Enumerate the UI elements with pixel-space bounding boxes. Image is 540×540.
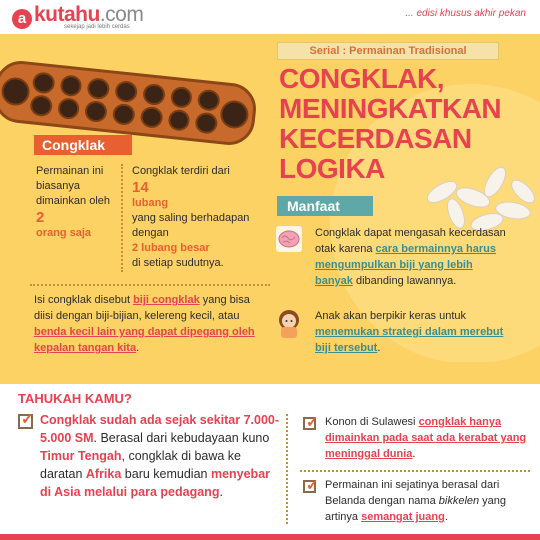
text-run: . — [377, 342, 381, 354]
header — [0, 0, 540, 34]
section-divider — [30, 284, 270, 286]
text-run: yang bisa diisi dengan biji-bijian, kelereng kecil, atau — [34, 294, 250, 322]
section-divider — [286, 414, 288, 524]
highlight-text: Afrika — [85, 467, 122, 481]
text-run: Konon di Sulawesi — [325, 416, 419, 428]
board-store — [219, 99, 250, 130]
board-pits — [29, 71, 221, 134]
text-run: . — [444, 511, 448, 523]
big-holes: 2 lubang besar — [132, 242, 210, 254]
text-run: Congklak dapat mengasah kecerdasan otak karena — [315, 227, 506, 255]
holes-end: di setiap sudutnya. — [132, 257, 224, 269]
board-store — [0, 76, 31, 107]
logo-badge: a — [12, 9, 32, 29]
section-divider — [300, 470, 530, 472]
text-run: . — [412, 448, 416, 460]
players-text: Permainan ini biasanya dimainkan oleh — [36, 165, 110, 207]
did-you-know-heading: TAHUKAH KAMU? — [18, 391, 132, 406]
highlight-text: biji congklak — [133, 294, 200, 306]
section-divider — [121, 164, 123, 272]
text-run: dibanding lawannya. — [352, 275, 457, 287]
title-line: MENINGKATKAN — [279, 93, 502, 124]
text-run: . — [136, 342, 140, 354]
text-run: yang artinya — [325, 495, 507, 523]
players-number: 2 — [36, 209, 45, 226]
brain-icon — [276, 226, 302, 252]
logo-text: kutahu — [34, 3, 100, 26]
title-line: LOGIKA — [279, 153, 385, 184]
highlight-text: benda kecil lain yang dapat dipegang oleh kepalan tangan kita — [34, 326, 255, 354]
title-line: KECERDASAN — [279, 123, 472, 154]
logo-domain: .com — [99, 3, 144, 26]
text-run: , congklak di bawa ke daratan — [40, 449, 242, 481]
text-run: Anak akan berpikir keras untuk — [315, 310, 467, 322]
players-info — [36, 164, 116, 241]
girl-icon — [276, 308, 302, 338]
fact-3 — [325, 477, 530, 525]
players-unit: orang saja — [36, 227, 92, 239]
checkbox-icon — [303, 480, 316, 493]
main-panel — [0, 34, 540, 377]
fact-2 — [325, 414, 530, 462]
benefit-1 — [315, 225, 510, 289]
highlight-text: Timur Tengah — [40, 449, 122, 463]
holes-unit: lubang — [132, 197, 169, 209]
text-run: . Berasal dari kebudayaan kuno — [93, 431, 270, 445]
holes-info — [132, 164, 272, 271]
edition-label: ... edisi khusus akhir pekan — [405, 8, 526, 19]
text-run: . — [219, 485, 223, 499]
holes-intro: Congklak terdiri dari — [132, 165, 230, 177]
holes-number: 14 — [132, 179, 149, 196]
highlight-text: congklak hanya dimainkan pada saat ada kerabat yang meninggal dunia — [325, 416, 527, 460]
tagline: sekejap jadi lebih cerdas — [64, 24, 130, 30]
text-run: baru kemudian — [121, 467, 211, 481]
benefit-2 — [315, 308, 510, 356]
highlight-text: Congklak sudah ada sejak sekitar 7.000-5.000 SM — [40, 413, 280, 445]
text-run: Isi congklak disebut — [34, 294, 134, 306]
holes-mid: yang saling berhadapan dengan — [132, 212, 250, 239]
title-line: CONGKLAK, — [279, 63, 445, 94]
fact-1 — [40, 411, 280, 501]
series-label: Serial : Permainan Tradisional — [277, 42, 499, 60]
footer-bar — [0, 534, 540, 540]
panel-bottom-strip — [0, 362, 540, 384]
highlight-text: menyebar di Asia melalui para pedagang — [40, 467, 271, 499]
checkbox-icon — [303, 417, 316, 430]
checkbox-icon — [18, 414, 33, 429]
manfaat-tag: Manfaat — [277, 196, 373, 216]
page-title — [279, 64, 529, 184]
highlight-text: semangat juang — [361, 511, 445, 523]
contents-paragraph — [34, 292, 266, 356]
congklak-tag: Congklak — [34, 135, 132, 155]
highlight-text: menemukan strategi dalam merebut biji tersebut — [315, 326, 504, 354]
text-run: Permainan ini sejatinya berasal dari Belanda dengan nama — [325, 479, 500, 507]
highlight-text: cara bermainnya harus mengumpulkan biji yang lebih banyak — [315, 243, 496, 287]
italic-text: bikkelen — [438, 495, 480, 507]
